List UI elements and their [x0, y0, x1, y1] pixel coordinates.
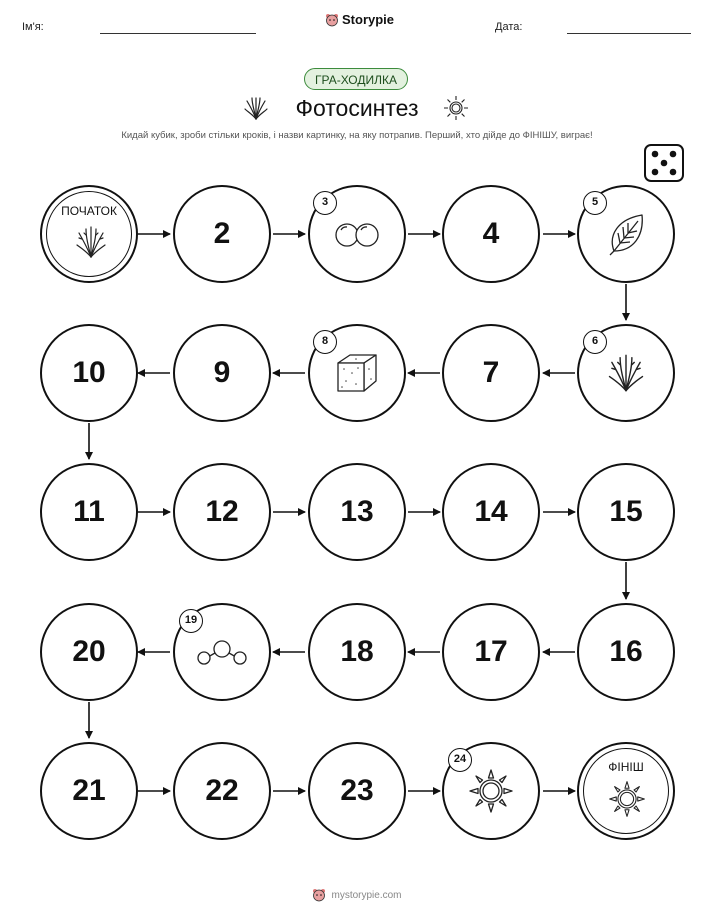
game-type-badge: ГРА-ХОДИЛКА [304, 68, 408, 90]
cell-number: 20 [72, 635, 106, 668]
oxygen-molecule-icon [331, 219, 383, 249]
cell-4[interactable] [442, 185, 540, 283]
sun-icon [468, 768, 514, 814]
cell-6-badge: 6 [583, 330, 607, 354]
cell-23[interactable] [308, 742, 406, 840]
cell-number: 17 [474, 635, 508, 668]
cell-number: 2 [213, 217, 231, 250]
sugar-cube-icon [334, 351, 380, 395]
cell-11[interactable] [40, 463, 138, 561]
cell-number: 15 [609, 495, 643, 528]
cell-19-badge: 19 [179, 609, 203, 633]
cell-number: 22 [205, 774, 239, 807]
cell-number: 9 [213, 356, 231, 389]
cell-8-badge: 8 [313, 330, 337, 354]
instructions-text: Кидай кубик, зроби стільки кроків, і назви картинку, на яку потрапив. Перший, хто дійде до ФІНІШУ, виграє! [121, 130, 593, 141]
cell-17[interactable] [442, 603, 540, 701]
cell-number: 21 [72, 774, 106, 807]
plant-icon [75, 225, 107, 259]
cell-2[interactable] [173, 185, 271, 283]
water-molecule-icon [194, 637, 250, 667]
cell-number: 12 [205, 495, 239, 528]
plant-icon [606, 353, 646, 393]
cell-14[interactable] [442, 463, 540, 561]
start-label: ПОЧАТОК [61, 204, 117, 218]
footer-url[interactable]: mystorypie.com [331, 889, 402, 901]
cell-15[interactable] [577, 463, 675, 561]
finish-label: ФІНІШ [608, 760, 644, 774]
cell-16[interactable] [577, 603, 675, 701]
cell-24-badge: 24 [448, 748, 472, 772]
cell-20[interactable] [40, 603, 138, 701]
cell-number: 13 [340, 495, 374, 528]
page-title: Фотосинтез [295, 95, 419, 121]
cell-5-badge: 5 [583, 191, 607, 215]
cell-number: 4 [482, 217, 500, 250]
cell-22[interactable] [173, 742, 271, 840]
date-label: Дата: [495, 21, 523, 33]
cell-number: 11 [73, 495, 105, 528]
leaf-icon [606, 211, 646, 257]
cell-number: 7 [482, 356, 500, 389]
cell-7[interactable] [442, 324, 540, 422]
bear-logo-icon [312, 888, 326, 902]
cell-number: 10 [72, 356, 106, 389]
finish-cell[interactable] [577, 742, 675, 840]
sun-icon [608, 780, 646, 818]
start-cell[interactable] [40, 185, 138, 283]
cell-13[interactable] [308, 463, 406, 561]
cell-9[interactable] [173, 324, 271, 422]
cell-18[interactable] [308, 603, 406, 701]
name-label: Ім'я: [22, 21, 44, 33]
cell-3-badge: 3 [313, 191, 337, 215]
brand-name: Storypie [342, 12, 395, 27]
cell-number: 23 [340, 774, 374, 807]
cell-number: 16 [609, 635, 643, 668]
cell-number: 18 [340, 635, 374, 668]
cell-number: 14 [474, 495, 508, 528]
cell-10[interactable] [40, 324, 138, 422]
footer [0, 888, 714, 902]
cell-21[interactable] [40, 742, 138, 840]
cell-12[interactable] [173, 463, 271, 561]
